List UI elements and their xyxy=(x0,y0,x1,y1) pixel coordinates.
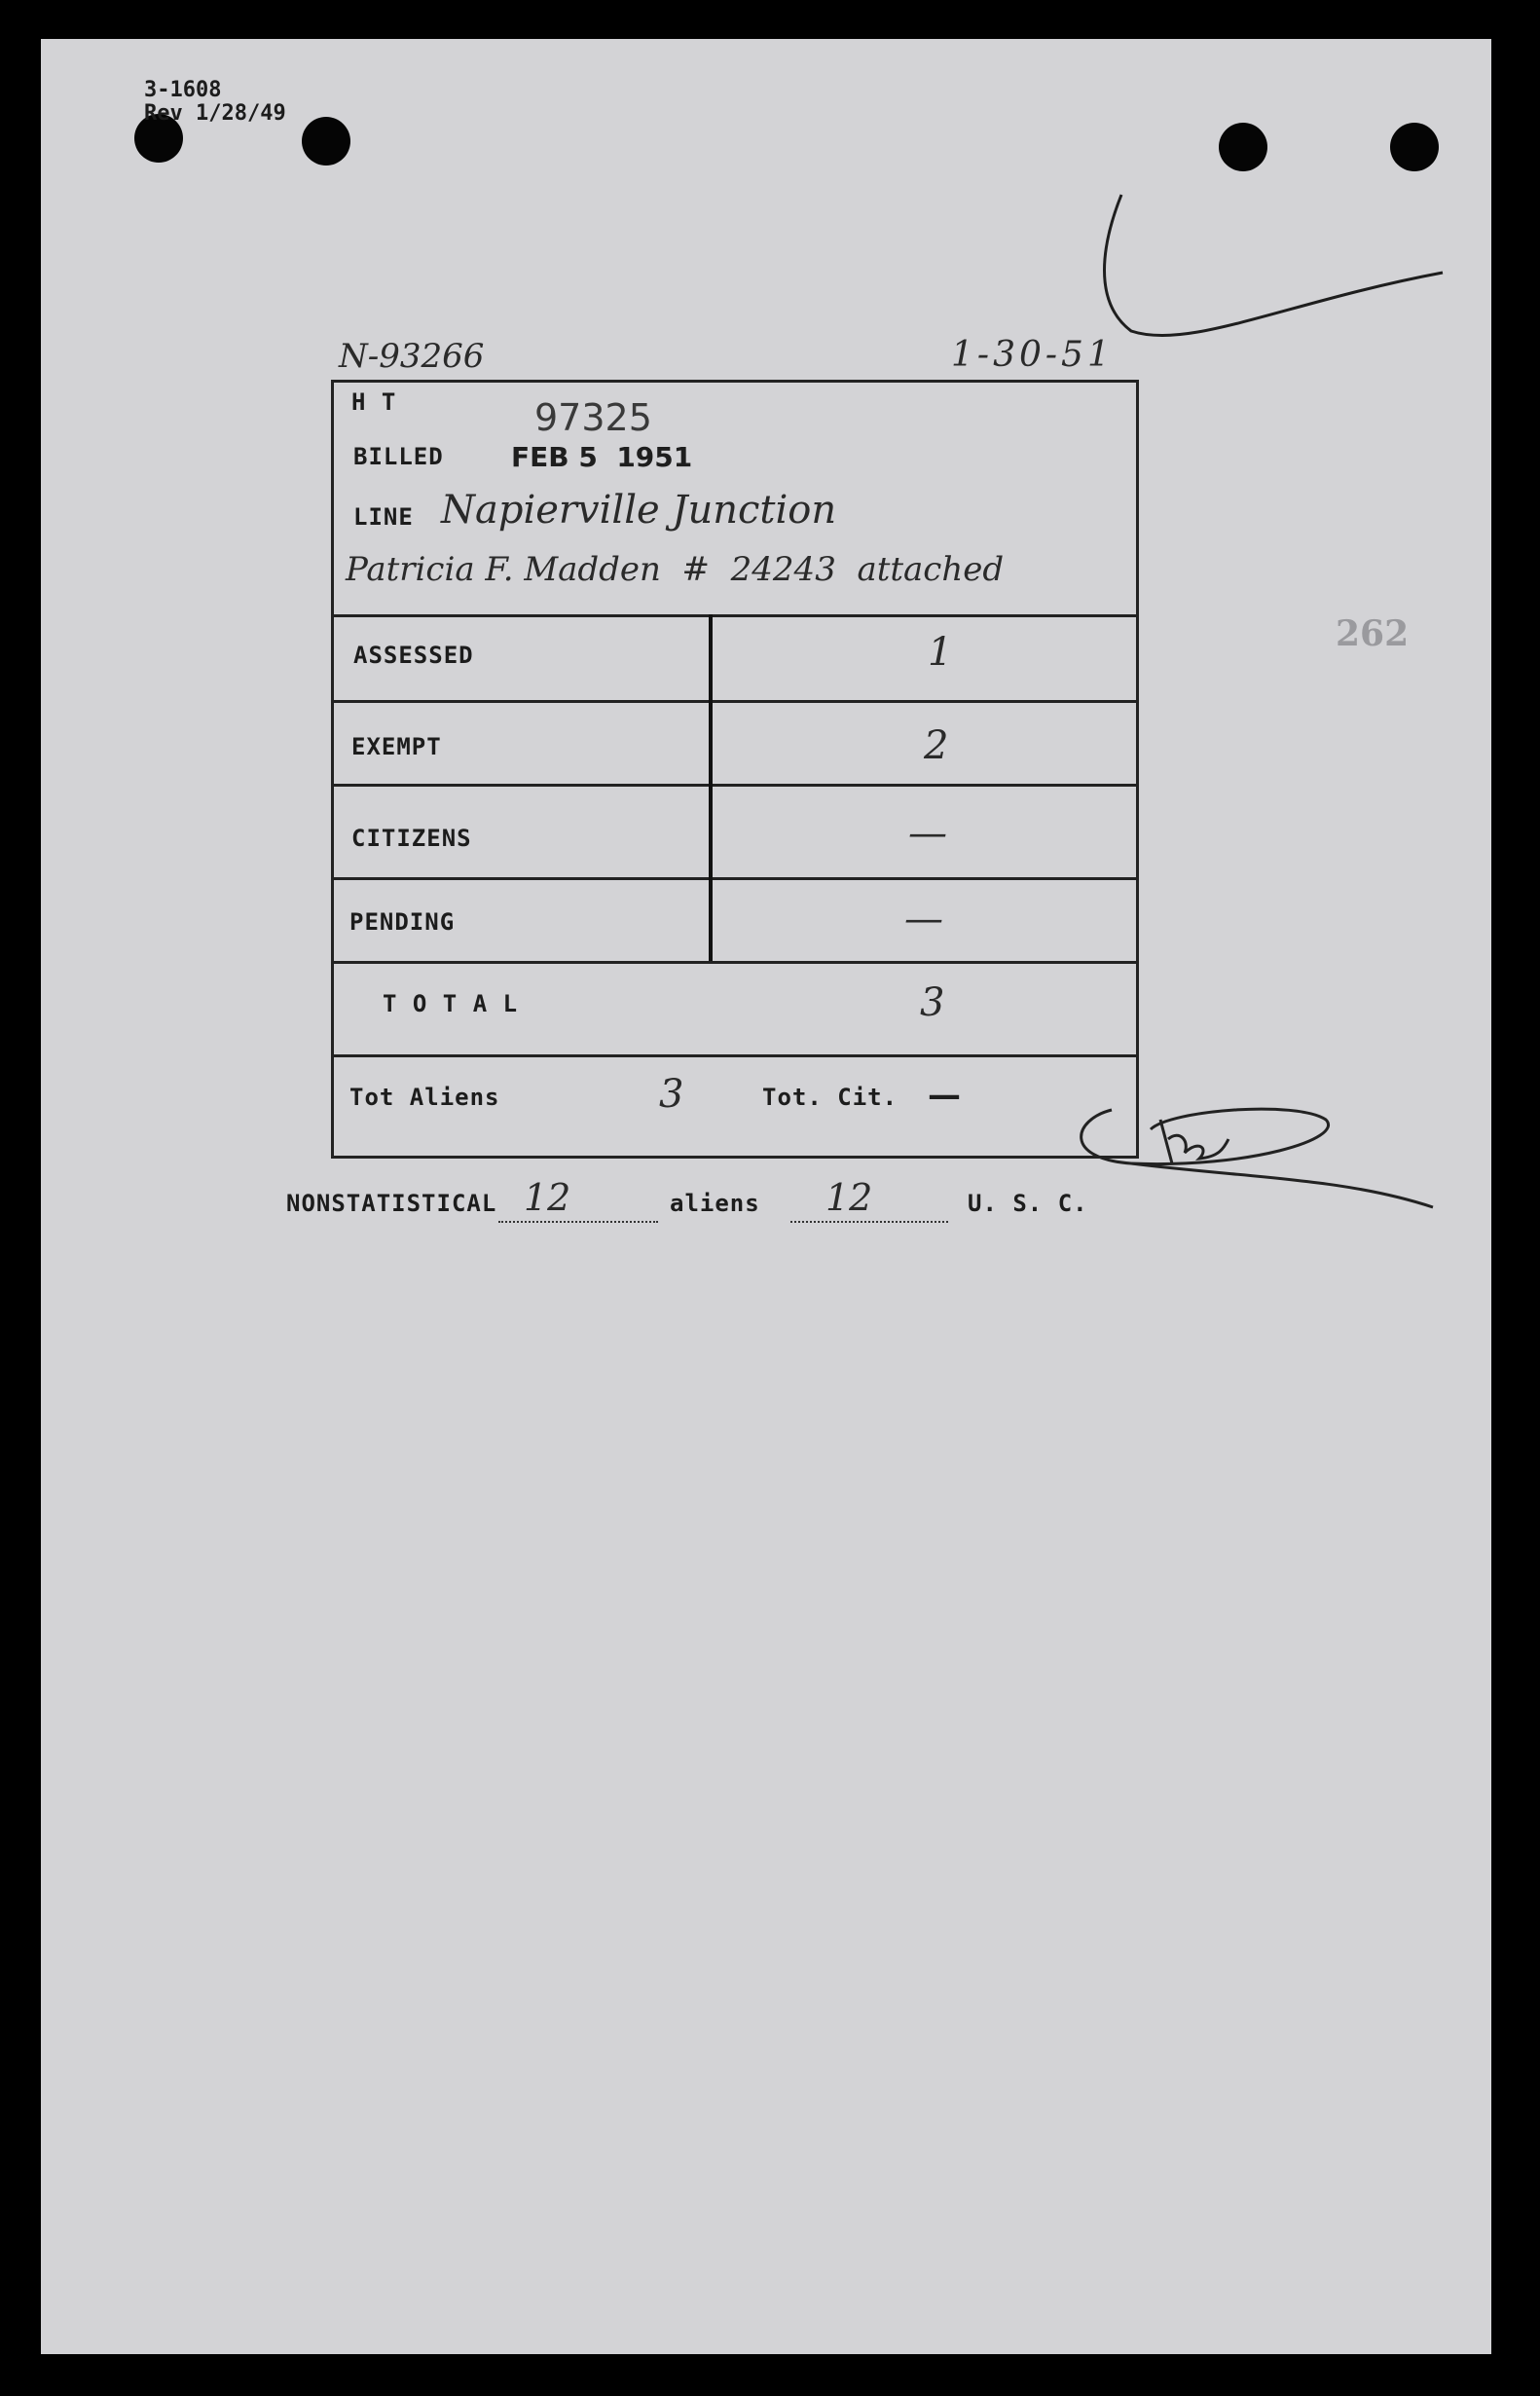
punch-hole-left-2 xyxy=(302,117,350,166)
divider xyxy=(334,700,1136,703)
nonstatistical-value: 12 xyxy=(524,1176,571,1219)
nonstatistical-row xyxy=(286,1178,1162,1236)
usc-label: U. S. C. xyxy=(968,1190,1088,1217)
form-table xyxy=(331,380,1139,1159)
citizens-value: — xyxy=(908,811,947,856)
billed-number: 97325 xyxy=(534,396,652,439)
document-page xyxy=(41,39,1491,2354)
ht-label: H T xyxy=(351,388,397,416)
line-value: Napierville Junction xyxy=(441,488,837,533)
billed-date: FEB 5 1951 xyxy=(511,441,693,473)
nonstatistical-label: NONSTATISTICAL xyxy=(286,1190,497,1217)
check-mark xyxy=(1073,146,1462,399)
exempt-label: EXEMPT xyxy=(351,733,442,760)
assessed-label: ASSESSED xyxy=(353,642,474,669)
tot-aliens-value: 3 xyxy=(659,1072,684,1117)
tot-aliens-label: Tot Aliens xyxy=(349,1084,500,1111)
citizens-label: CITIZENS xyxy=(351,825,472,852)
total-label: T O T A L xyxy=(383,990,519,1017)
assessed-value: 1 xyxy=(928,630,953,675)
pending-value: — xyxy=(904,897,943,941)
tot-cit-label: Tot. Cit. xyxy=(762,1084,898,1111)
form-revision: Rev 1/28/49 xyxy=(144,101,286,126)
exempt-value: 2 xyxy=(924,723,949,768)
line-label: LINE xyxy=(353,503,414,531)
nonstatistical-underline xyxy=(498,1221,658,1223)
aliens-value: 12 xyxy=(825,1176,873,1219)
divider xyxy=(334,877,1136,880)
form-number: 3-1608 xyxy=(144,78,222,102)
billed-label: BILLED xyxy=(353,443,444,470)
total-value: 3 xyxy=(920,980,945,1025)
divider xyxy=(334,784,1136,787)
notation: Patricia F. Madden # 24243 attached xyxy=(346,550,1005,589)
file-number: N-93266 xyxy=(339,337,485,376)
column-divider xyxy=(709,614,713,961)
aliens-label: aliens xyxy=(670,1190,760,1217)
divider xyxy=(334,614,1136,617)
page-number: 262 xyxy=(1336,613,1410,654)
divider xyxy=(334,961,1136,964)
tot-cit-value: — xyxy=(928,1076,961,1115)
aliens-underline xyxy=(790,1221,948,1223)
divider xyxy=(334,1054,1136,1057)
pending-label: PENDING xyxy=(349,908,456,936)
handwritten-date: 1-30-51 xyxy=(951,335,1114,375)
